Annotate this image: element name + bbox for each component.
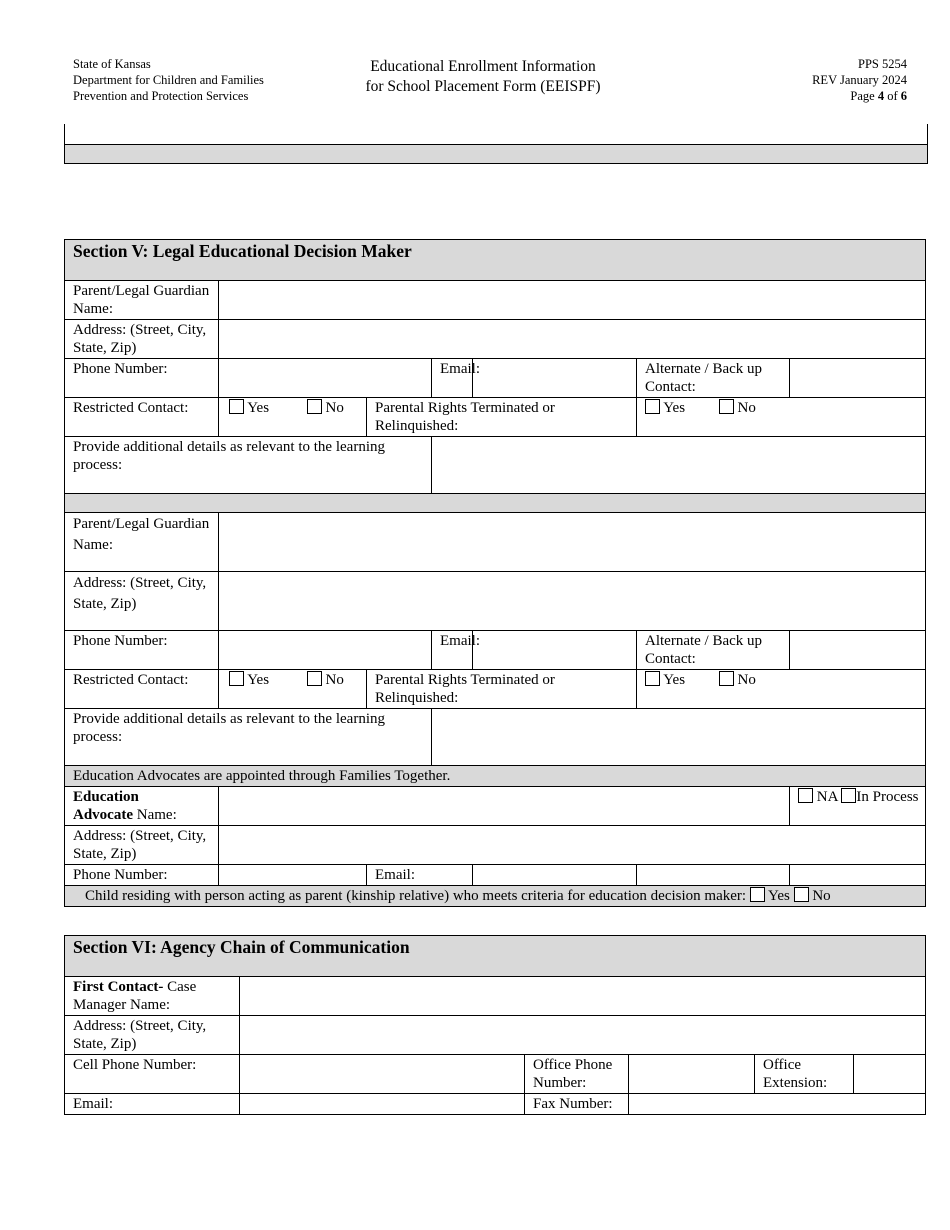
agency-block xyxy=(73,56,264,104)
section-v-title: Section V: Legal Educational Decision Maker xyxy=(65,240,926,281)
no-label: No xyxy=(737,672,756,688)
checkbox-icon[interactable] xyxy=(307,399,322,414)
advocate-extra-field[interactable] xyxy=(790,865,926,886)
advocate-status-options xyxy=(790,787,926,826)
page-prefix: Page xyxy=(850,89,878,103)
advocate-label-bold: Advocate xyxy=(73,807,133,823)
advocate-name-field[interactable] xyxy=(219,787,790,826)
advocate-extra-field[interactable] xyxy=(637,865,790,886)
restricted-contact-options xyxy=(219,398,367,437)
additional-details-field[interactable] xyxy=(432,709,926,766)
advocate-address-label: Address: (Street, City, State, Zip) xyxy=(65,826,219,865)
checkbox-icon[interactable] xyxy=(798,788,813,803)
restricted-no-option[interactable] xyxy=(307,671,344,689)
agency-line: Department for Children and Families xyxy=(73,73,264,87)
guardian-email-field[interactable] xyxy=(473,631,637,670)
guardian-address-field[interactable] xyxy=(219,320,926,359)
fax-number-label: Fax Number: xyxy=(525,1094,629,1115)
additional-details-label: Provide additional details as relevant to the learning process: xyxy=(65,437,432,494)
checkbox-icon[interactable] xyxy=(229,671,244,686)
advocate-email-field[interactable] xyxy=(473,865,637,886)
form-title-line: for School Placement Form (EEISPF) xyxy=(365,78,601,95)
additional-details-field[interactable] xyxy=(432,437,926,494)
checkbox-icon[interactable] xyxy=(307,671,322,686)
checkbox-icon[interactable] xyxy=(750,887,765,902)
rights-terminated-label: Parental Rights Terminated or Relinquished: xyxy=(367,670,637,709)
form-title-line: Educational Enrollment Information xyxy=(370,58,596,75)
form-number: PPS 5254 xyxy=(858,57,907,71)
rights-terminated-options xyxy=(637,398,926,437)
rights-no-option[interactable] xyxy=(719,399,756,417)
no-label: No xyxy=(325,672,344,688)
restricted-yes-option[interactable] xyxy=(229,399,269,417)
yes-label: Yes xyxy=(663,672,686,688)
kinship-text: Child residing with person acting as parent (kinship relative) who meets criteria for education decision maker: xyxy=(85,888,747,904)
rights-terminated-options xyxy=(637,670,926,709)
advocate-phone-field[interactable] xyxy=(219,865,367,886)
rights-no-option[interactable] xyxy=(719,671,756,689)
guardian-address-label: Address: (Street, City, State, Zip) xyxy=(65,572,219,631)
restricted-contact-label: Restricted Contact: xyxy=(65,398,219,437)
guardian-name-label: Parent/Legal Guardian Name: xyxy=(65,513,219,572)
guardian-alternate-label: Alternate / Back up Contact: xyxy=(637,631,790,670)
in-process-option[interactable] xyxy=(841,788,918,806)
first-contact-label xyxy=(65,977,240,1016)
kinship-yes-option[interactable] xyxy=(750,887,790,905)
guardian-phone-field[interactable] xyxy=(219,631,432,670)
guardian-alternate-label: Alternate / Back up Contact: xyxy=(637,359,790,398)
section-vi-title: Section VI: Agency Chain of Communication xyxy=(65,936,926,977)
guardian-address-field[interactable] xyxy=(219,572,926,631)
agency-address-label: Address: (Street, City, State, Zip) xyxy=(65,1016,240,1055)
office-phone-label: Office Phone Number: xyxy=(525,1055,629,1094)
checkbox-icon[interactable] xyxy=(841,788,856,803)
cell-phone-label: Cell Phone Number: xyxy=(65,1055,240,1094)
agency-email-label: Email: xyxy=(65,1094,240,1115)
advocate-label-rest: Name: xyxy=(133,807,177,823)
advocate-note: Education Advocates are appointed through Families Together. xyxy=(65,766,926,787)
first-contact-bold: First Contact- xyxy=(73,979,164,995)
guardian-name-label: Parent/Legal Guardian Name: xyxy=(65,281,219,320)
cell-phone-field[interactable] xyxy=(240,1055,525,1094)
restricted-contact-label: Restricted Contact: xyxy=(65,670,219,709)
guardian-alternate-field[interactable] xyxy=(790,359,926,398)
guardian-email-label: Email: xyxy=(432,631,473,670)
form-revision: REV January 2024 xyxy=(812,73,907,87)
yes-label: Yes xyxy=(247,672,270,688)
checkbox-icon[interactable] xyxy=(645,399,660,414)
kinship-row xyxy=(65,886,926,907)
guardian-phone-label: Phone Number: xyxy=(65,631,219,670)
separator-row xyxy=(65,494,926,513)
kinship-no-option[interactable] xyxy=(794,887,831,905)
section-v-table xyxy=(64,239,926,907)
na-label: NA xyxy=(816,789,839,805)
page-current: 4 xyxy=(877,89,885,103)
additional-details-label: Provide additional details as relevant to the learning process: xyxy=(65,709,432,766)
section-vi-table xyxy=(64,935,926,1115)
checkbox-icon[interactable] xyxy=(229,399,244,414)
rights-yes-option[interactable] xyxy=(645,399,685,417)
office-extension-label: Office Extension: xyxy=(755,1055,854,1094)
case-manager-name-field[interactable] xyxy=(240,977,926,1016)
page-total: 6 xyxy=(900,89,907,103)
yes-label: Yes xyxy=(663,400,686,416)
carryover-table xyxy=(64,124,928,163)
agency-address-field[interactable] xyxy=(240,1016,926,1055)
yes-label: Yes xyxy=(768,888,790,904)
guardian-address-label: Address: (Street, City, State, Zip) xyxy=(65,320,219,359)
advocate-label-bold: Education xyxy=(73,789,139,805)
guardian-phone-field[interactable] xyxy=(219,359,432,398)
advocate-phone-label: Phone Number: xyxy=(65,865,219,886)
rights-yes-option[interactable] xyxy=(645,671,685,689)
agency-line: State of Kansas xyxy=(73,57,151,71)
first-contact-rest: Case Manager Name: xyxy=(73,979,197,1013)
guardian-alternate-field[interactable] xyxy=(790,631,926,670)
guardian-email-field[interactable] xyxy=(473,359,637,398)
guardian-name-field[interactable] xyxy=(219,281,926,320)
restricted-no-option[interactable] xyxy=(307,399,344,417)
agency-line: Prevention and Protection Services xyxy=(73,89,249,103)
rights-terminated-label: Parental Rights Terminated or Relinquished: xyxy=(367,398,637,437)
advocate-address-field[interactable] xyxy=(219,826,926,865)
in-process-label: In Process xyxy=(856,789,919,805)
checkbox-icon[interactable] xyxy=(794,887,809,902)
restricted-yes-option[interactable] xyxy=(229,671,269,689)
advocate-name-label xyxy=(65,787,219,826)
guardian-email-label: Email: xyxy=(432,359,473,398)
form-meta xyxy=(812,56,907,104)
fax-number-field[interactable] xyxy=(629,1094,926,1115)
page-of: of xyxy=(884,89,901,103)
checkbox-icon[interactable] xyxy=(645,671,660,686)
form-title xyxy=(340,57,626,97)
office-phone-field[interactable] xyxy=(629,1055,755,1094)
na-option[interactable] xyxy=(798,788,838,806)
agency-email-field[interactable] xyxy=(240,1094,525,1115)
no-label: No xyxy=(737,400,756,416)
guardian-phone-label: Phone Number: xyxy=(65,359,219,398)
checkbox-icon[interactable] xyxy=(719,671,734,686)
no-label: No xyxy=(812,888,831,904)
yes-label: Yes xyxy=(247,400,270,416)
carryover-shaded-row xyxy=(64,144,928,164)
restricted-contact-options xyxy=(219,670,367,709)
office-extension-field[interactable] xyxy=(854,1055,926,1094)
no-label: No xyxy=(325,400,344,416)
advocate-email-label: Email: xyxy=(367,865,473,886)
guardian-name-field[interactable] xyxy=(219,513,926,572)
checkbox-icon[interactable] xyxy=(719,399,734,414)
page-indicator xyxy=(812,88,907,104)
